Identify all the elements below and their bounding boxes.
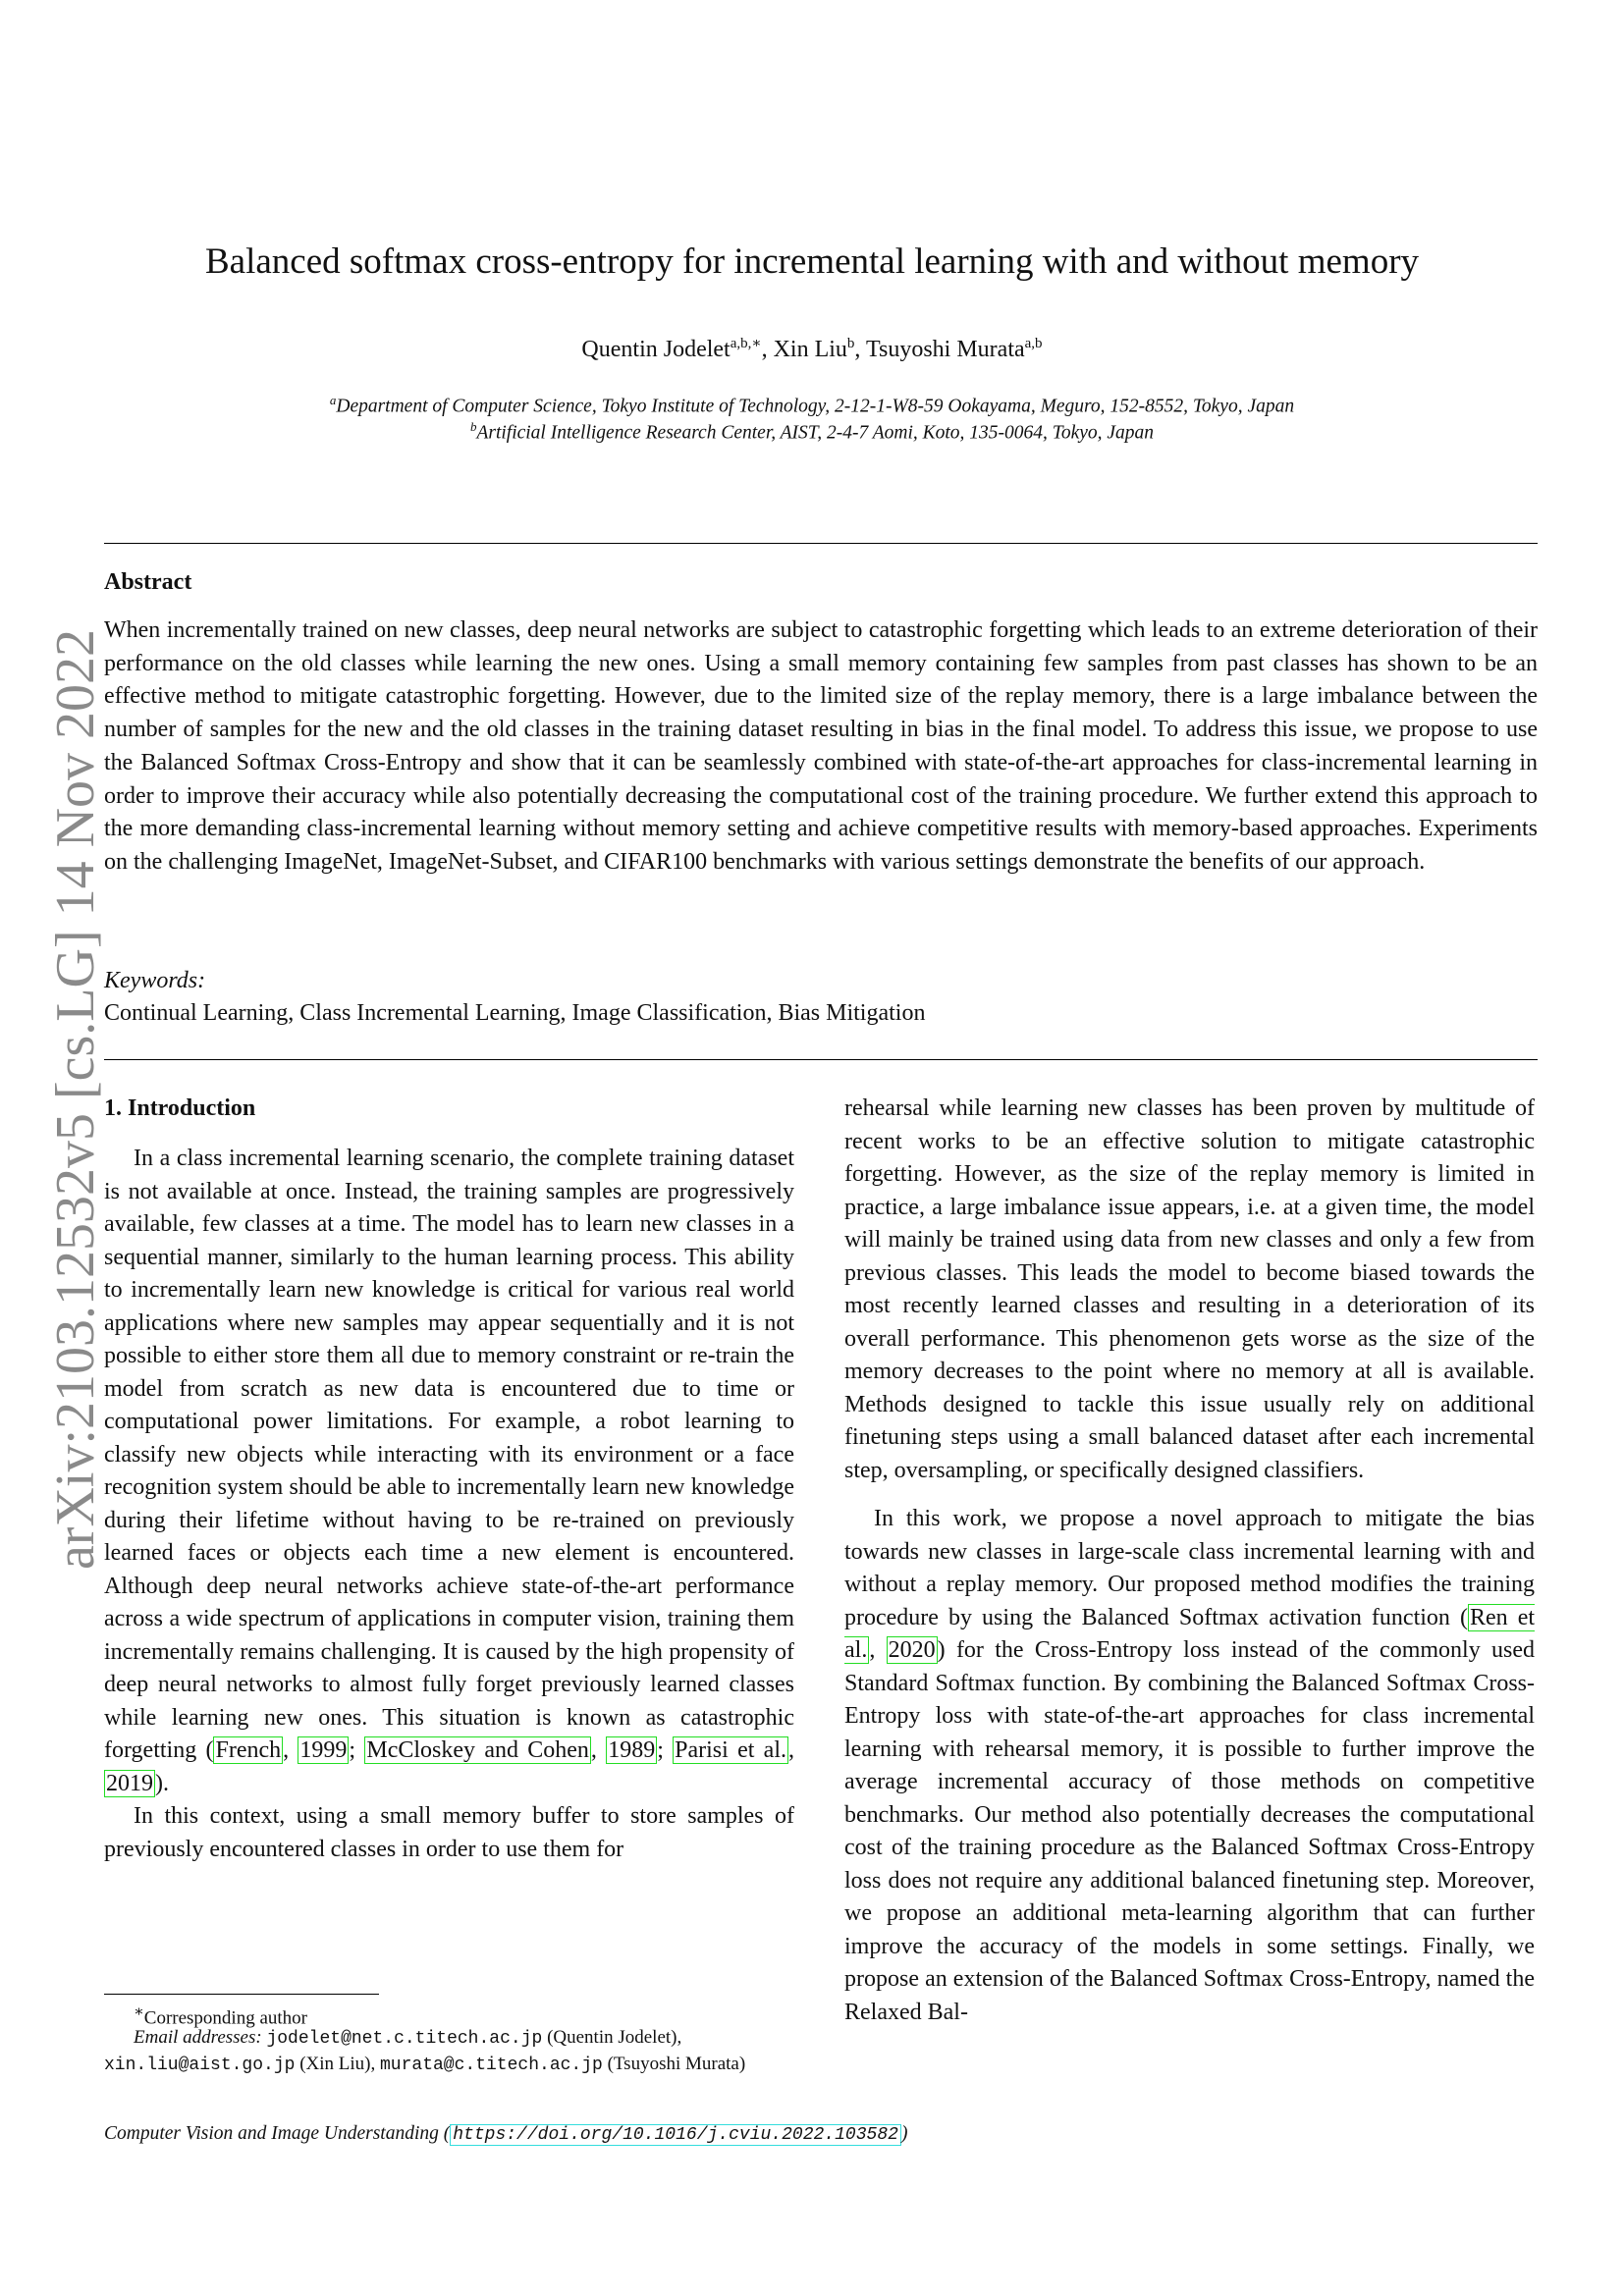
- citation-sep: ;: [657, 1737, 674, 1763]
- citation-sep: ,: [869, 1637, 887, 1663]
- keywords-text: Continual Learning, Class Incremental Learning, Image Classification, Bias Mitigation: [104, 1000, 926, 1026]
- paragraph-text: In a class incremental learning scenario, the complete training dataset is not available at once. Instead, the training samples are progressively available, few classes at a time. The model has to learn new classes in a sequential manner, similarly to the human learning process. This ability to incrementally learn new knowledge is critical for various real world applications where new samples may appear sequentially and it is not possible to either store them all due to memory constraint or re-train the model from scratch as new data is encountered due to time or computational power limitations. For example, a robot learning to classify new objects while interacting with its environment or a face recognition system should be able to incrementally learn new knowledge during their lifetime without having to be re-trained on previously learned faces or objects each time a new element is encountered. Although deep neural networks achieve state-of-the-art performance across a wide spectrum of applications in computer vision, training them incrementally remains challenging. It is caused by the high propensity of deep neural networks to almost fully forget previously learned classes while learning new ones. This situation is known as catastrophic forgetting (: [104, 1146, 794, 1763]
- affiliation-text: Department of Computer Science, Tokyo Institute of Technology, 2-12-1-W8-59 Ookayama, Meguro, 152-8552, Tokyo, Japan: [336, 396, 1295, 417]
- paper-title: Balanced softmax cross-entropy for incremental learning with and without memory: [204, 241, 1420, 282]
- citation-sep: ,: [590, 1737, 607, 1763]
- footnote-mark: ∗: [134, 2003, 144, 2020]
- author-affil-mark: a,b: [1024, 336, 1043, 351]
- citation-link[interactable]: Parisi et al.: [675, 1737, 787, 1763]
- doi-link[interactable]: https://doi.org/10.1016/j.cviu.2022.103582: [450, 2124, 901, 2146]
- email-owner: (Quentin Jodelet),: [547, 2027, 682, 2048]
- footnote-rule: [104, 1994, 379, 1995]
- citation-link[interactable]: 1989: [608, 1737, 656, 1763]
- citation-link[interactable]: McCloskey and Cohen: [366, 1737, 589, 1763]
- abstract-text: When incrementally trained on new classes, deep neural networks are subject to catastrophic forgetting which leads to an extreme deterioration of their performance on the old classes while learning the new ones. Using a small memory containing few samples from past classes has shown to be an effective method to mitigate catastrophic forgetting. However, due to the limited size of the replay memory, there is a large imbalance between the number of samples for the new and the old classes in the training dataset resulting in bias in the final model. To address this issue, we propose to use the Balanced Softmax Cross-Entropy and show that it can be seamlessly combined with state-of-the-art approaches for class-incremental learning in order to improve their accuracy while also potentially decreasing the computational cost of the training procedure. We further extend this approach to the more demanding class-incremental learning without memory setting and achieve competitive results with memory-based approaches. Experiments on the challenging ImageNet, ImageNet-Subset, and CIFAR100 benchmarks with various settings demonstrate the benefits of our approach.: [104, 617, 1538, 875]
- intro-paragraph-2-continued: rehearsal while learning new classes has been proven by multitude of recent works to be an effective solution to mitigate catastrophic forgetting. However, as the size of the replay memory is limited in practice, a large imbalance issue appears, i.e. at a given time, the model will mainly be trained using data from new classes and only a few from previous classes. This leads the model to become biased towards the most recently learned classes and resulting in a deterioration of its overall performance. This phenomenon gets worse as the size of the memory decreases to the point where no memory at all is available. Methods designed to tackle this issue usually rely on additional finetuning steps using a small balanced dataset after each incremental step, oversampling, or specifically designed classifiers.: [844, 1095, 1535, 1483]
- citation-link[interactable]: 1999: [299, 1737, 348, 1763]
- footnote-emails: [104, 2025, 794, 2078]
- journal-name: Computer Vision and Image Understanding: [104, 2123, 439, 2144]
- affiliation-mark: a: [329, 393, 337, 407]
- citation-sep: ,: [788, 1737, 795, 1763]
- left-column: [104, 1143, 794, 1866]
- abstract-heading: Abstract: [104, 569, 192, 595]
- author-name: Quentin Jodelet: [581, 337, 731, 362]
- citation-end: ).: [155, 1770, 169, 1796]
- citation-link[interactable]: Ren et al.: [844, 1604, 1536, 1663]
- citation-sep: ,: [283, 1737, 298, 1763]
- author-affil-mark: b: [846, 336, 855, 351]
- abstract-top-rule: [104, 543, 1538, 544]
- journal-line: Computer Vision and Image Understanding ( https://doi.org/10.1016/j.cviu.2022.103582 ): [104, 2123, 908, 2145]
- author-affil-mark: a,b,∗: [730, 336, 762, 351]
- email-owner: (Xin Liu),: [299, 2054, 376, 2074]
- citation-sep: ;: [349, 1737, 365, 1763]
- abstract-bottom-rule: [104, 1059, 1538, 1060]
- author-name: Xin Liu: [773, 337, 847, 362]
- author-list: Quentin Jodelet$^{a,b,∗}$, Xin Liu$^b$, Tsuyoshi Murata$^{a,b}$: [581, 336, 1043, 362]
- right-column: [844, 1093, 1535, 2029]
- affiliation-a: [0, 393, 1624, 418]
- paragraph-text: In this work, we propose a novel approach to mitigate the bias towards new classes in large-scale class incremental learning with and without a replay memory. Our proposed method modifies the training procedure by using the Balanced Softmax activation function (: [844, 1506, 1535, 1630]
- email-address[interactable]: xin.liu@aist.go.jp: [104, 2056, 296, 2075]
- citation-link[interactable]: 2020: [888, 1637, 936, 1663]
- arxiv-sidebar-id: arXiv:2103.12532v5 [cs.LG] 14 Nov 2022: [45, 628, 106, 1571]
- paragraph-text: ) for the Cross-Entropy loss instead of the commonly used Standard Softmax function. By combining the Balanced Softmax Cross-Entropy loss with state-of-the-art approaches for class incremental learning with rehearsal memory, it is possible to further improve the average incremental accuracy of those methods on competitive benchmarks. Our method also potentially decreases the computational cost of the training procedure as the Balanced Softmax Cross-Entropy loss does not require any additional balanced finetuning step. Moreover, we propose an additional meta-learning algorithm that can further improve the accuracy of the models in some settings. Finally, we propose an extension of the Balanced Softmax Cross-Entropy, named the Relaxed Bal-: [844, 1637, 1536, 2025]
- email-label: Email addresses:: [134, 2027, 262, 2048]
- citation-link[interactable]: French: [215, 1737, 282, 1763]
- affiliation-text: Artificial Intelligence Research Center, AIST, 2-4-7 Aomi, Koto, 135-0064, Tokyo, Japan: [476, 422, 1155, 444]
- intro-paragraph-2: In this context, using a small memory buffer to store samples of previously encountered classes in order to use them for: [104, 1803, 794, 1862]
- affiliation-b: [0, 419, 1624, 445]
- email-owner: (Tsuyoshi Murata): [607, 2054, 746, 2074]
- footnote-text: Corresponding author: [143, 2007, 307, 2029]
- author-name: Tsuyoshi Murata: [866, 337, 1025, 362]
- intro-paragraph-1: [104, 1143, 794, 1800]
- affiliation-mark: b: [469, 419, 477, 434]
- keywords-label: Keywords:: [104, 968, 206, 993]
- email-address[interactable]: jodelet@net.c.titech.ac.jp: [266, 2029, 543, 2049]
- section-heading: 1. Introduction: [104, 1095, 256, 1121]
- citation-link[interactable]: 2019: [106, 1770, 153, 1796]
- intro-paragraph-3: [844, 1503, 1535, 2029]
- email-address[interactable]: murata@c.titech.ac.jp: [379, 2056, 603, 2075]
